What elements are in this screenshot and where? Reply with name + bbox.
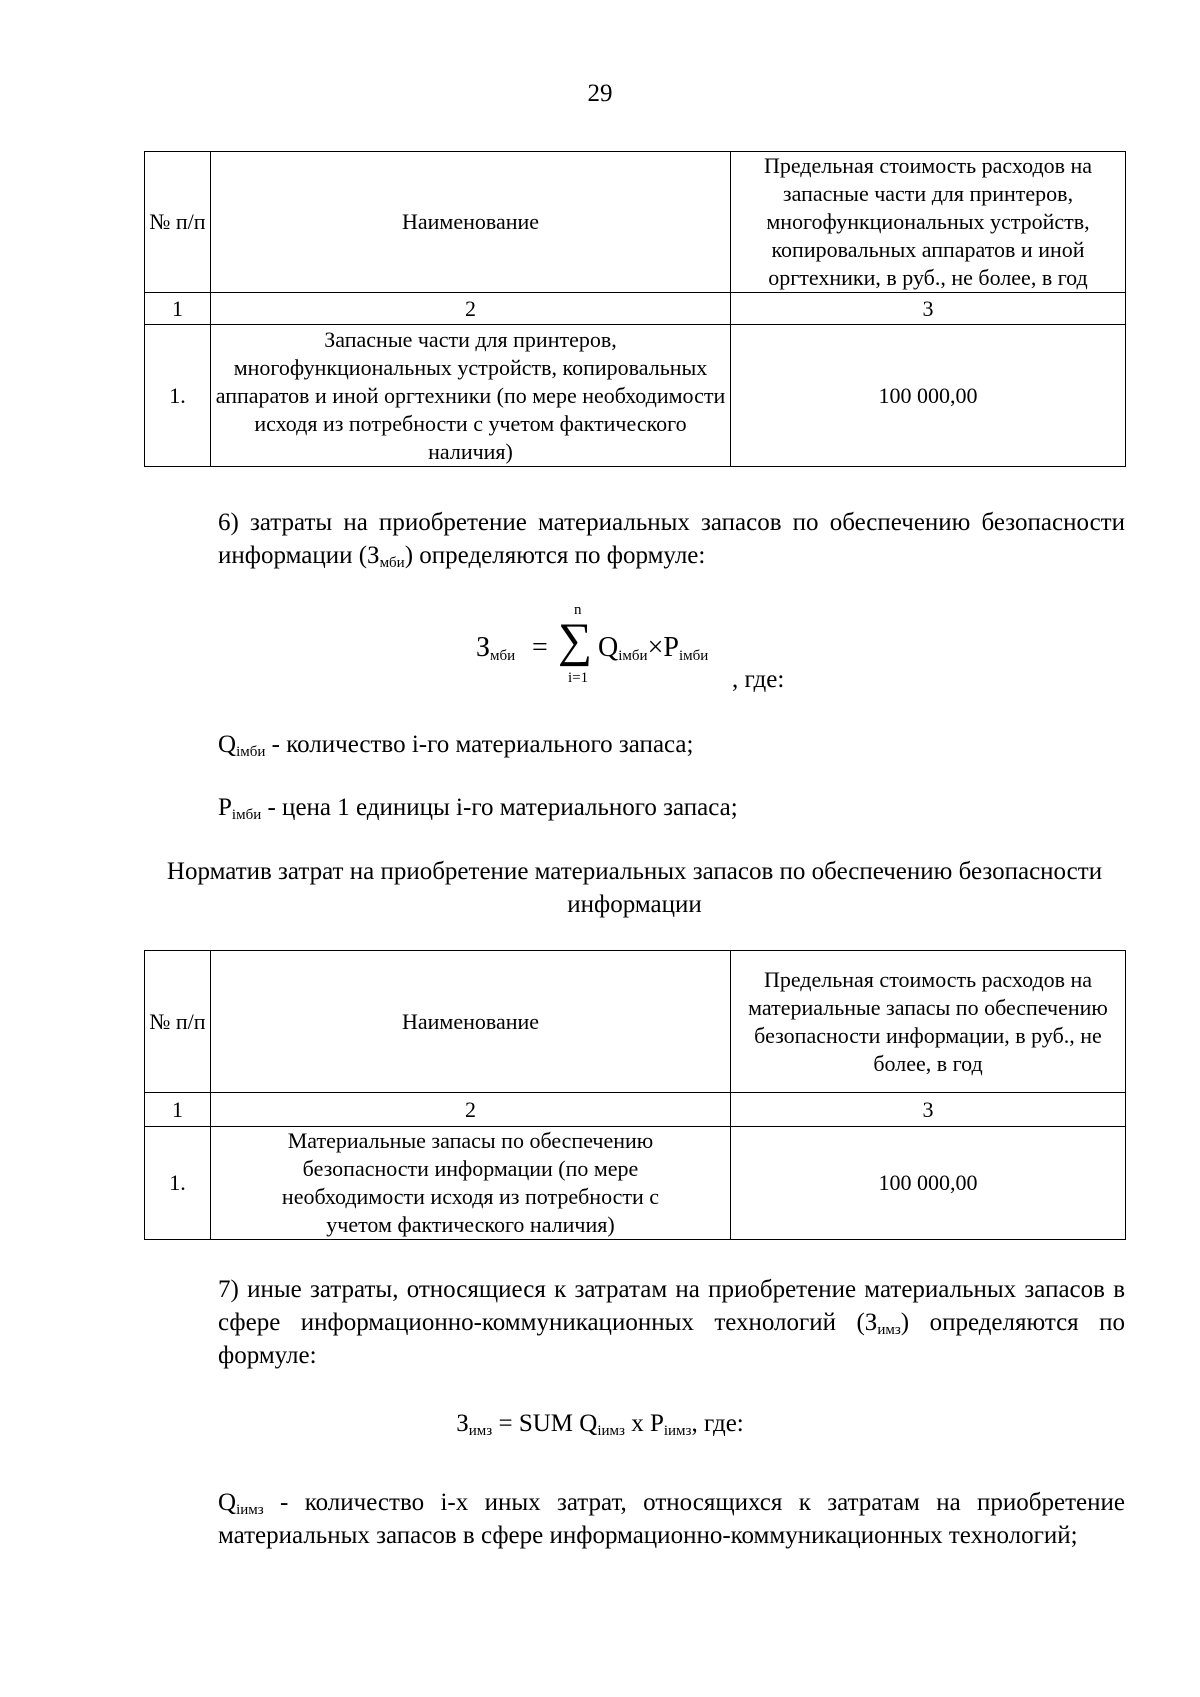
formula-text: x P: [624, 1410, 664, 1437]
sum-lower-limit: i=1: [568, 670, 589, 686]
row-number: 1.: [145, 1127, 211, 1240]
formula-symbol: З: [476, 632, 491, 663]
subscript: имз: [877, 1322, 901, 1338]
subscript: iимз: [597, 1423, 625, 1439]
column-number: 2: [211, 1093, 731, 1127]
formula-symbol: Q: [218, 731, 237, 758]
paragraph-text: 6) затраты на приобретение материальных запасов по обеспечению безопасности информации (З: [218, 509, 1125, 569]
table-row: [145, 325, 1126, 467]
formula-text: = SUM Q: [492, 1410, 598, 1437]
paragraph-text: ) определяются по формуле:: [218, 1309, 1125, 1369]
subscript: iимз: [663, 1423, 692, 1439]
definition-text: - количество i-го материального запаса;: [265, 731, 694, 758]
times-sign: ×: [647, 632, 664, 663]
header-number: № п/п: [145, 152, 211, 293]
subscript: мби: [379, 555, 405, 571]
formula-rhs: [598, 632, 708, 664]
table-header-row: [145, 951, 1126, 1093]
header-cost: Предельная стоимость расходов на запасные части для принтеров, многофункциональных устройств, копировальных аппаратов и иной оргтехники, в руб., не более, в год: [731, 152, 1126, 293]
paragraph-6: [144, 506, 1125, 572]
paragraph-7: [144, 1273, 1125, 1372]
subscript: мби: [490, 648, 516, 664]
column-number: 2: [211, 293, 731, 325]
page-number: 29: [587, 80, 613, 107]
header-name: Наименование: [211, 152, 731, 293]
subscript: iимз: [236, 1502, 264, 1518]
formula-symbol: З: [456, 1410, 469, 1437]
formula-lhs: [476, 632, 515, 664]
header-number: № п/п: [145, 951, 211, 1093]
paragraph-text: 7) иные затраты, относящиеся к затратам на приобретение материальных запасов в сфере информационно-коммуникационных технологий (З: [218, 1276, 1125, 1336]
table-numbering-row: [145, 1093, 1126, 1127]
table-row: [145, 1127, 1126, 1240]
row-value: 100 000,00: [731, 1127, 1126, 1240]
definition-text: - количество i-х иных затрат, относящихся к затратам на приобретение материальных запасов в сфере информационно-коммуникационных технологий;: [218, 1489, 1125, 1549]
table-header-row: [145, 152, 1126, 293]
definition-text: - цена 1 единицы i-го материального запаса;: [261, 794, 738, 821]
definition-q2: [144, 1486, 1125, 1552]
table-numbering-row: [145, 293, 1126, 325]
header-cost: Предельная стоимость расходов на материальные запасы по обеспечению безопасности информации, в руб., не более, в год: [731, 951, 1126, 1093]
section-heading: Норматив затрат на приобретение материальных запасов по обеспечению безопасности информации: [166, 858, 1103, 918]
column-number: 1: [145, 1093, 211, 1127]
subscript: iмби: [231, 807, 262, 823]
column-number: 1: [145, 293, 211, 325]
paragraph-text: ) определяются по формуле:: [404, 542, 706, 569]
equals-sign: =: [532, 632, 548, 663]
row-value: 100 000,00: [731, 325, 1126, 467]
header-name: Наименование: [211, 951, 731, 1093]
formula-suffix: , где:: [691, 1410, 744, 1437]
formula-symbol: Q: [218, 1489, 237, 1516]
row-name: Материальные запасы по обеспечению безопасности информации (по мере необходимости исходя из потребности с учетом фактического наличия): [211, 1127, 731, 1240]
row-name: Запасные части для принтеров, многофункциональных устройств, копировальных аппаратов и иной оргтехники (по мере необходимости исходя из потребности с учетом фактического наличия): [211, 325, 731, 467]
definition-p: [144, 791, 1125, 824]
subscript: iмби: [618, 648, 648, 664]
sum-upper-limit: n: [574, 602, 582, 618]
formula-suffix: , где:: [732, 666, 785, 693]
formula-imz: [0, 1410, 1200, 1438]
formula-symbol: P: [218, 794, 232, 821]
formula-mbi: [476, 600, 836, 700]
formula-symbol: Q: [598, 632, 619, 663]
sum-sign: ∑: [558, 614, 593, 667]
subscript: имз: [468, 1423, 493, 1439]
subscript: iмби: [678, 648, 709, 664]
security-materials-cost-table: [144, 950, 1126, 1240]
subscript: iмби: [236, 744, 266, 760]
column-number: 3: [731, 1093, 1126, 1127]
definition-q: [144, 728, 1125, 761]
formula-symbol: P: [663, 632, 679, 663]
spare-parts-cost-table: [144, 151, 1126, 467]
row-number: 1.: [145, 325, 211, 467]
column-number: 3: [731, 293, 1126, 325]
